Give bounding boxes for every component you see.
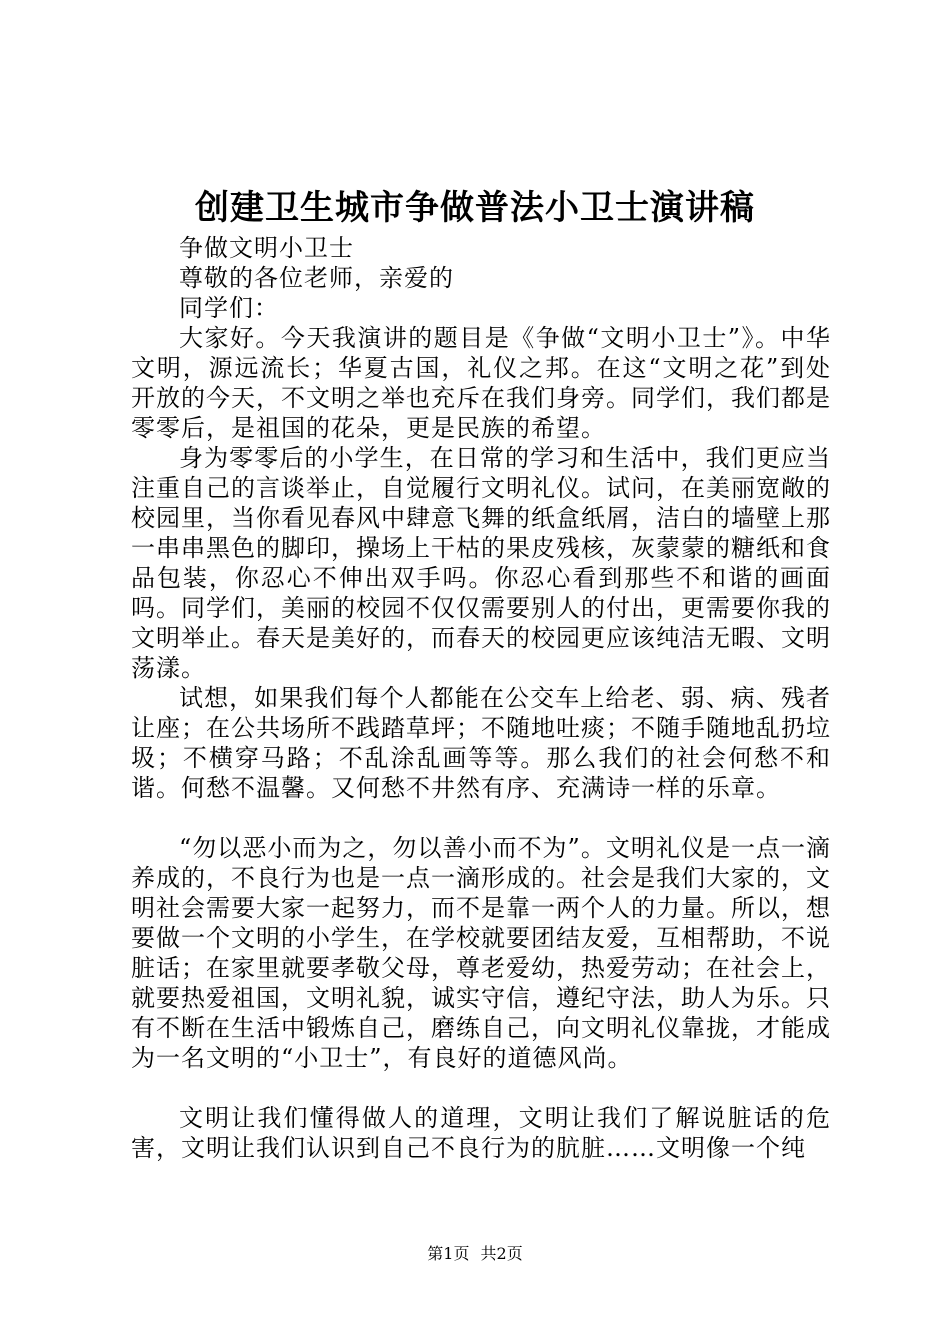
paragraph-body: 身为零零后的小学生，在日常的学习和生活中，我们更应当注重自己的言谈举止，自觉履行文明礼仪。试问，在美丽宽敞的校园里，当你看见春风中肆意飞舞的纸盒纸屑，洁白的墙壁上那一串串黑色的脚印，操场上干枯的果皮残核，灰蒙蒙的糖纸和食品包装，你忍心不伸出双手吗。你忍心看到那些不和谐的画面吗。同学们，美丽的校园不仅仅需要别人的付出，更需要你我的文明举止。春天是美好的，而春天的校园更应该纯洁无暇、文明荡漾。 — [131, 444, 831, 682]
document-body — [131, 233, 831, 1163]
paragraph-salutation: 尊敬的各位老师，亲爱的 — [179, 264, 454, 292]
page-number: 第1页 — [427, 1244, 470, 1263]
paragraph-body: “勿以恶小而为之，勿以善小而不为”。文明礼仪是一点一滴养成的，不良行为也是一点一滴形成的。社会是我们大家的，文明社会需要大家一起努力，而不是靠一两个人的力量。所以，想要做一个文明的小学生，在学校就要团结友爱，互相帮助，不说脏话；在家里就要孝敬父母，尊老爱幼，热爱劳动；在社会上，就要热爱祖国，文明礼貌，诚实守信，遵纪守法，助人为乐。只有不断在生活中锻炼自己，磨练自己，向文明礼仪靠拢，才能成为一名文明的“小卫士”，有良好的道德风尚。 — [131, 834, 831, 1072]
page-total: 共2页 — [480, 1244, 523, 1263]
paragraph-body: 大家好。今天我演讲的题目是《争做“文明小卫士”》。中华文明，源远流长；华夏古国，礼仪之邦。在这“文明之花”到处开放的今天，不文明之举也充斥在我们身旁。同学们，我们都是零零后，是祖国的花朵，更是民族的希望。 — [131, 324, 831, 442]
page-footer — [0, 1243, 950, 1265]
paragraph-subtitle: 争做文明小卫士 — [179, 234, 354, 262]
paragraph-salutation-cont: 同学们： — [179, 294, 279, 322]
paragraph-body: 文明让我们懂得做人的道理，文明让我们了解说脏话的危害，文明让我们认识到自己不良行为的肮脏……文明像一个纯 — [131, 1104, 831, 1162]
document-title: 创建卫生城市争做普法小卫士演讲稿 — [195, 188, 755, 228]
paragraph-body: 试想，如果我们每个人都能在公交车上给老、弱、病、残者让座；在公共场所不践踏草坪；不随地吐痰；不随手随地乱扔垃圾；不横穿马路；不乱涂乱画等等。那么我们的社会何愁不和谐。何愁不温馨。又何愁不井然有序、充满诗一样的乐章。 — [131, 684, 831, 802]
